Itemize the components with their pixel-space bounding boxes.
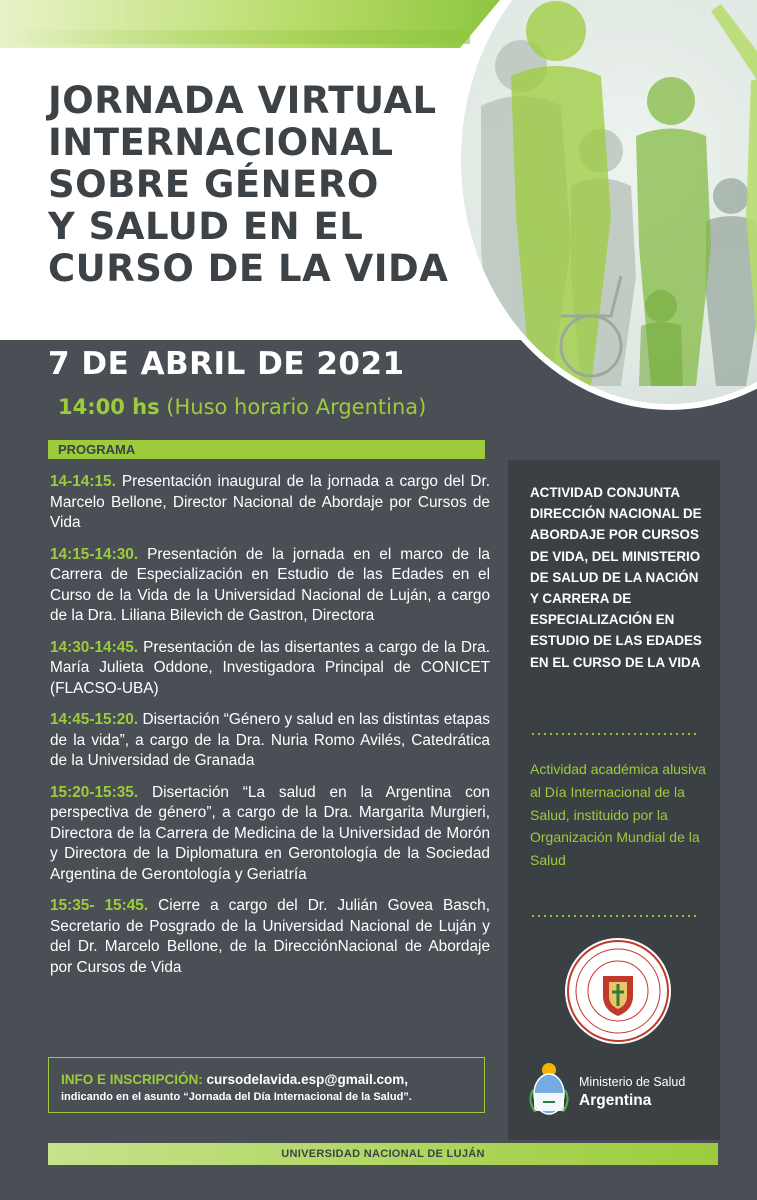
seal-icon — [565, 938, 671, 1044]
dotted-divider — [530, 915, 700, 917]
schedule-item — [50, 545, 490, 627]
schedule-list — [50, 472, 490, 989]
schedule-time: 14:45-15:20. — [50, 711, 139, 728]
schedule-time: 15:20-15:35. — [50, 783, 139, 801]
national-shield-icon — [527, 1060, 571, 1120]
footer-university: UNIVERSIDAD NACIONAL DE LUJÁN — [48, 1143, 718, 1165]
info-line — [61, 1072, 484, 1087]
info-label: INFO E INSCRIPCIÓN: — [61, 1072, 203, 1087]
schedule-item — [50, 783, 490, 886]
event-date: 7 DE ABRIL DE 2021 — [48, 346, 405, 382]
schedule-item — [50, 710, 490, 772]
registration-info — [48, 1057, 485, 1113]
event-hour: 14:00 hs — [58, 395, 160, 419]
event-title — [48, 80, 468, 290]
schedule-time: 14:30-14:45. — [50, 638, 139, 656]
title-line: INTERNACIONAL — [48, 121, 394, 164]
university-seal-logo — [565, 938, 671, 1044]
people-silhouettes-icon — [461, 0, 757, 410]
schedule-item — [50, 472, 490, 534]
ministerio-name: Ministerio de Salud — [579, 1075, 686, 1089]
programa-heading: PROGRAMA — [48, 440, 485, 459]
schedule-text: Presentación de las disertantes a cargo de la Dra. María Julieta Oddone, Investigadora Principal de CONICET (FLACSO-UBA) — [50, 638, 490, 697]
dotted-divider — [530, 733, 700, 735]
schedule-time: 14-14:15. — [50, 473, 116, 490]
academic-activity-note: Actividad académica alusiva al Día Internacional de la Salud, instituido por la Organización Mundial de la Salud — [530, 761, 706, 869]
schedule-text: Disertación “Género y salud en las distintas etapas de la vida”, a cargo de la Dra. Nuria Romo Avilés, Catedrática de la Universidad de Granada — [50, 711, 490, 769]
joint-activity-heading: ACTIVIDAD CONJUNTA DIRECCIÓN NACIONAL DE ABORDAJE POR CURSOS DE VIDA, DEL MINISTERIO DE SALUD DE LA NACIÓN Y CARRERA DE ESPECIALIZACIÓN EN ESTUDIO DE LAS EDADES EN EL CURSO DE LA VIDA — [530, 485, 702, 670]
schedule-text: Cierre a cargo del Dr. Julián Govea Basch, Secretario de Posgrado de la Universidad Nacional de Luján y del Dr. Marcelo Bellone, de la DirecciónNacional de Abordaje por Cursos de Vida — [50, 897, 490, 976]
silhouettes-illustration — [455, 0, 757, 410]
contact-email-link[interactable]: cursodelavida.esp@gmail.com, — [206, 1072, 409, 1087]
ministerio-country: Argentina — [579, 1092, 652, 1109]
schedule-item — [50, 638, 490, 700]
title-line: CURSO DE LA VIDA — [48, 247, 449, 290]
ministerio-logo — [527, 1060, 717, 1120]
event-time — [58, 395, 426, 419]
schedule-text: Disertación “La salud en la Argentina con perspectiva de género”, a cargo de la Dra. Margarita Murgieri, Directora de la Carrera de Medicina de la Universidad de Morón y Directora de la Diplomatura en Gerontología de la Sociedad Argentina de Gerontología y Geriatría — [50, 783, 490, 883]
schedule-time: 14:15-14:30. — [50, 545, 139, 563]
schedule-text: Presentación de la jornada en el marco de la Carrera de Especialización en Estudio de las Edades en el Curso de la Vida de la Universidad Nacional de Luján, a cargo de la Dra. Liliana Bilevich de Gastron, Directora — [50, 545, 490, 624]
top-accent-stripe — [0, 30, 470, 44]
title-line: Y SALUD EN EL — [48, 205, 364, 248]
time-zone: (Huso horario Argentina) — [166, 395, 427, 419]
schedule-item — [50, 896, 490, 978]
schedule-text: Presentación inaugural de la jornada a cargo del Dr. Marcelo Bellone, Director Nacional de Abordaje por Cursos de Vida — [50, 473, 490, 531]
schedule-time: 15:35- 15:45. — [50, 897, 149, 914]
title-line: SOBRE GÉNERO — [48, 163, 379, 206]
info-note: indicando en el asunto “Jornada del Día Internacional de la Salud”. — [61, 1091, 412, 1103]
title-line: JORNADA VIRTUAL — [48, 79, 437, 122]
